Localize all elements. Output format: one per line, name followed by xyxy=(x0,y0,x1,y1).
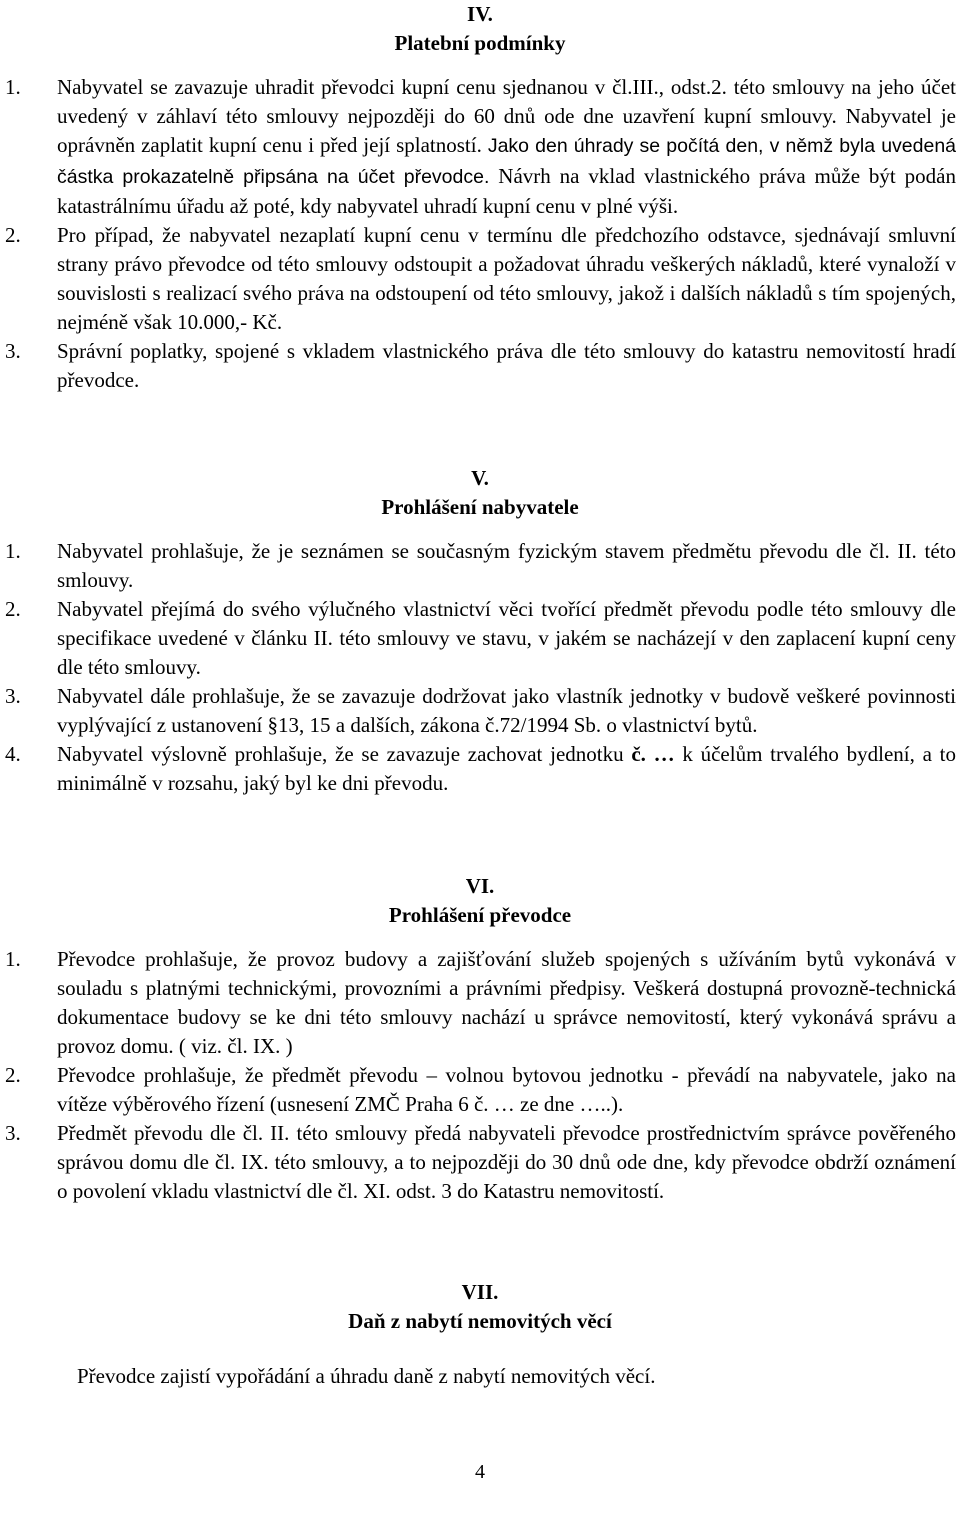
section-iv-item-3 xyxy=(0,337,960,395)
item-number: 2. xyxy=(5,597,21,621)
item-text: k účelům trvalého bydlení, a to minimálně v rozsahu, jaký byl ke dni převodu. xyxy=(57,742,956,795)
item-text: Návrh na vklad vlastnického práva může být podán katastrálnímu úřadu až poté, kdy nabyvatel uhradí kupní cenu v plné výši. xyxy=(57,163,956,218)
section-v-title: Prohlášení nabyvatele xyxy=(381,495,579,519)
item-text: Nabyvatel dále prohlašuje, že se zavazuje dodržovat jako vlastník jednotky v budově veškeré povinnosti vyplývající z ustanovení §13, 15 a dalších, zákona č.72/1994 Sb. o vlastnictví bytů. xyxy=(57,684,956,737)
section-vi xyxy=(0,872,960,1206)
section-vii-text: Převodce zajistí vypořádání a úhradu daně z nabytí nemovitých věcí. xyxy=(77,1364,656,1388)
section-vii-title: Daň z nabytí nemovitých věcí xyxy=(348,1309,612,1333)
item-text: Nabyvatel prohlašuje, že je seznámen se současným fyzickým stavem předmětu převodu dle čl. II. této smlouvy. xyxy=(57,539,956,592)
item-text: Nabyvatel se zavazuje uhradit převodci kupní cenu sjednanou v čl.III., odst.2. této smlouvy na jeho účet uvedený v záhlaví této smlouvy nejpozději do 60 dnů ode dne uzavření kupní smlouvy. Nabyvatel je oprávněn zaplatit kupní cenu i před její splatností. xyxy=(57,75,956,158)
section-iv-item-1 xyxy=(0,73,960,221)
section-vi-number: VI. xyxy=(465,874,495,898)
section-iv-title: Platební podmínky xyxy=(394,31,566,55)
section-v-item-4 xyxy=(0,740,960,798)
item-number: 1. xyxy=(5,539,21,563)
item-text: Správní poplatky, spojené s vkladem vlastnického práva dle této smlouvy do katastru nemovitostí hradí převodce. xyxy=(57,339,956,393)
item-text: Jako den úhrady se počítá den, v němž byla uvedená částka prokazatelně připsána na účet převodce. xyxy=(57,135,957,188)
item-bold-text: č. … xyxy=(631,742,675,766)
item-number: 3. xyxy=(5,684,21,708)
item-number: 3. xyxy=(5,339,21,364)
section-vi-item-1 xyxy=(0,945,960,1061)
item-number: 3. xyxy=(5,1121,21,1145)
section-v-item-1 xyxy=(0,537,960,595)
page-number: 4 xyxy=(475,1461,485,1483)
item-number: 1. xyxy=(5,947,21,971)
item-text: Nabyvatel přejímá do svého výlučného vlastnictví věci tvořící předmět převodu podle této smlouvy dle specifikace uvedené v článku II. této smlouvy ve stavu, v jakém se nacházejí v den zaplacení kupní ceny dle této smlouvy. xyxy=(57,597,956,679)
section-iv-number: IV. xyxy=(467,2,493,26)
item-text: Předmět převodu dle čl. II. této smlouvy předá nabyvateli převodce prostřednictvím správce pověřeného správou domu dle čl. IX. této smlouvy, a to nejpozději do 30 dnů ode dne, kdy převodce obdrží oznámení o povolení vkladu vlastnictví dle čl. XI. odst. 3 do Katastru nemovitostí. xyxy=(57,1121,956,1203)
item-text: Nabyvatel výslovně prohlašuje, že se zavazuje zachovat jednotku xyxy=(57,742,632,766)
item-number: 2. xyxy=(5,1063,21,1087)
section-iv-item-2 xyxy=(0,221,960,337)
item-number: 1. xyxy=(5,75,21,99)
section-vi-item-3 xyxy=(0,1119,960,1206)
section-vii xyxy=(0,1278,960,1391)
section-v-number: V. xyxy=(471,466,489,490)
item-number: 4. xyxy=(5,742,21,766)
item-text: Převodce prohlašuje, že předmět převodu – volnou bytovou jednotku - převádí na nabyvatele, jako na vítěze výběrového řízení (usnesení ZMČ Praha 6 č. … ze dne …..). xyxy=(57,1063,956,1116)
section-iv xyxy=(0,0,960,395)
item-number: 2. xyxy=(5,223,21,248)
section-v xyxy=(0,464,960,798)
section-vi-item-2 xyxy=(0,1061,960,1119)
item-text: Pro případ, že nabyvatel nezaplatí kupní cenu v termínu dle předchozího odstavce, sjednávají smluvní strany právo převodce od této smlouvy odstoupit a požadovat úhradu veškerých nákladů, které vynaloží v souvislosti s realizací svého práva na odstoupení od této smlouvy, jakož i dalších nákladů s tím spojených, nejméně však 10.000,- Kč. xyxy=(57,223,956,335)
item-text: Převodce prohlašuje, že provoz budovy a zajišťování služeb spojených s užíváním bytů vykonává v souladu s platnými technickými, provozními a právními předpisy. Veškerá dostupná provozně-technická dokumentace budovy se ke dni této smlouvy nachází u správce nemovitostí, který vykonává správu a provoz domu. ( viz. čl. IX. ) xyxy=(57,947,956,1058)
section-v-item-3 xyxy=(0,682,960,740)
section-v-item-2 xyxy=(0,595,960,682)
section-vi-title: Prohlášení převodce xyxy=(388,903,572,927)
section-vii-number: VII. xyxy=(461,1280,499,1304)
